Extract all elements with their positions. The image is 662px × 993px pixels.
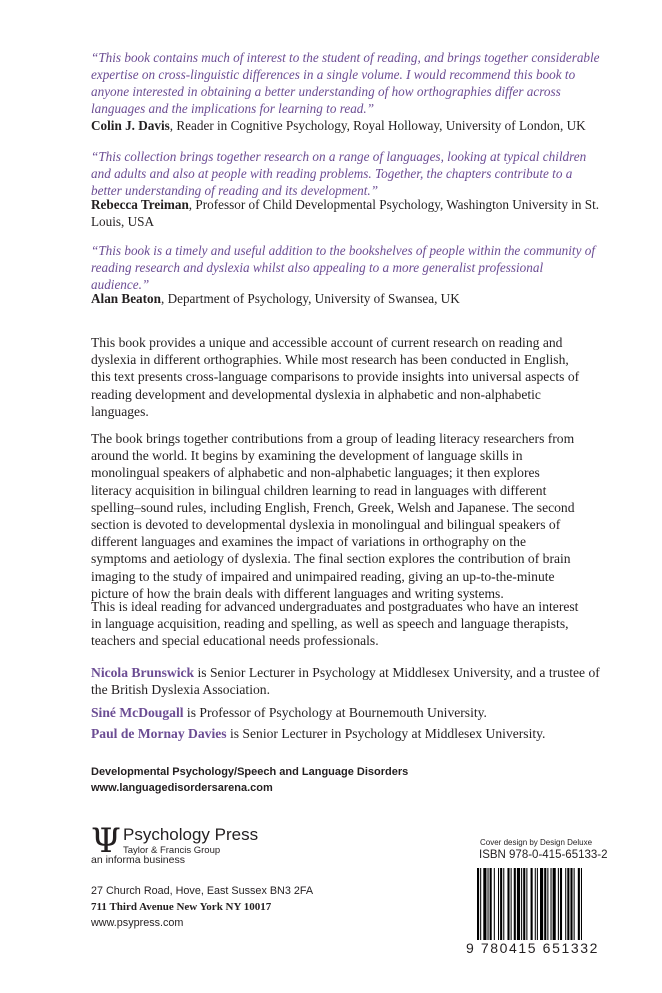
endorser-role: , Professor of Child Developmental Psychology, Washington University in St. Louis, USA — [91, 197, 600, 229]
endorsement-attribution-2 — [91, 196, 601, 230]
address-us: 711 Third Avenue New York NY 10017 — [91, 901, 272, 913]
subject-category: Developmental Psychology/Speech and Language Disorders — [91, 766, 409, 778]
endorsement-attribution-3 — [91, 290, 601, 307]
psi-logo-icon: Ψ — [91, 821, 121, 861]
publisher-tagline: an informa business — [91, 854, 185, 866]
editor-bio-1 — [91, 664, 601, 698]
address-uk: 27 Church Road, Hove, East Sussex BN3 2FA — [91, 885, 314, 897]
endorser-name: Alan Beaton — [91, 291, 161, 306]
description-paragraph-1: This book provides a unique and accessible account of current research on reading and dyslexia in different orthographies. While most research has been conducted in English, this text presents cross-language comparisons to provide insights into universal aspects of reading development and developmental dyslexia in alphabetic and non-alphabetic languages. — [91, 335, 580, 419]
endorser-name: Rebecca Treiman — [91, 197, 189, 212]
barcode-number: 9 780415 651332 — [466, 940, 624, 956]
series-website: www.languagedisordersarena.com — [91, 782, 273, 794]
publisher-name: Psychology Press — [123, 825, 259, 844]
editor-name: Siné McDougall — [91, 705, 184, 720]
editor-text: is Senior Lecturer in Psychology at Middlesex University, and a trustee of the British Dyslexia Association. — [91, 665, 600, 698]
description-paragraph-2: The book brings together contributions from a group of leading literacy researchers from around the world. It begins by examining the development of language skills in monolingual speakers of alphabetic and non-alphabetic languages; it then explores literacy acquisition in bilingual children learning to read in languages with different spelling–sound rules, including English, French, Greek, Welsh and Japanese. The second section is devoted to developmental dyslexia in monolingual and bilingual speakers of different languages and examines the impact of variations in orthography on the symptoms and aetiology of dyslexia. The final section explores the contribution of brain imaging to the study of impaired and unimpaired reading, giving an up-to-the-minute picture of how the brain deals with different languages and writing systems. — [91, 431, 575, 601]
editor-bio-2 — [91, 704, 601, 721]
editor-name: Nicola Brunswick — [91, 665, 195, 680]
endorsement-quote-1: “This book contains much of interest to the student of reading, and brings together considerable expertise on cross-linguistic differences in a single volume. I would recommend this book to anyone interested in obtaining a better understanding of how orthographies differ across languages and the implications for learning to read.” — [91, 50, 600, 116]
isbn: ISBN 978-0-415-65133-2 — [479, 849, 608, 861]
publisher-url: www.psypress.com — [91, 917, 184, 929]
endorser-role: , Reader in Cognitive Psychology, Royal Holloway, University of London, UK — [169, 118, 586, 133]
endorsement-quote-2: “This collection brings together research on a range of languages, looking at typical children and adults and also at people with reading problems. Together, the chapters contribute to a better understanding of reading and its development.” — [91, 149, 587, 198]
endorser-name: Colin J. Davis — [91, 118, 170, 133]
cover-design-credit: Cover design by Design Deluxe — [480, 838, 593, 847]
description-paragraph-3: This is ideal reading for advanced undergraduates and postgraduates who have an interest in language acquisition, reading and spelling, as well as speech and language therapists, teachers and special educational needs professionals. — [91, 599, 579, 649]
editor-text: is Professor of Psychology at Bournemouth University. — [183, 705, 487, 720]
editor-name: Paul de Mornay Davies — [91, 726, 227, 741]
endorsement-attribution-1 — [91, 117, 601, 134]
barcode-icon — [474, 868, 619, 951]
editor-bio-3 — [91, 725, 601, 742]
endorsement-quote-3: “This book is a timely and useful addition to the bookshelves of people within the community of reading research and dyslexia whilst also appealing to a more generalist professional audience.” — [91, 243, 595, 292]
endorser-role: , Department of Psychology, University of Swansea, UK — [160, 291, 460, 306]
publisher-group: Taylor & Francis Group — [123, 845, 221, 856]
editor-text: is Senior Lecturer in Psychology at Middlesex University. — [226, 726, 546, 741]
